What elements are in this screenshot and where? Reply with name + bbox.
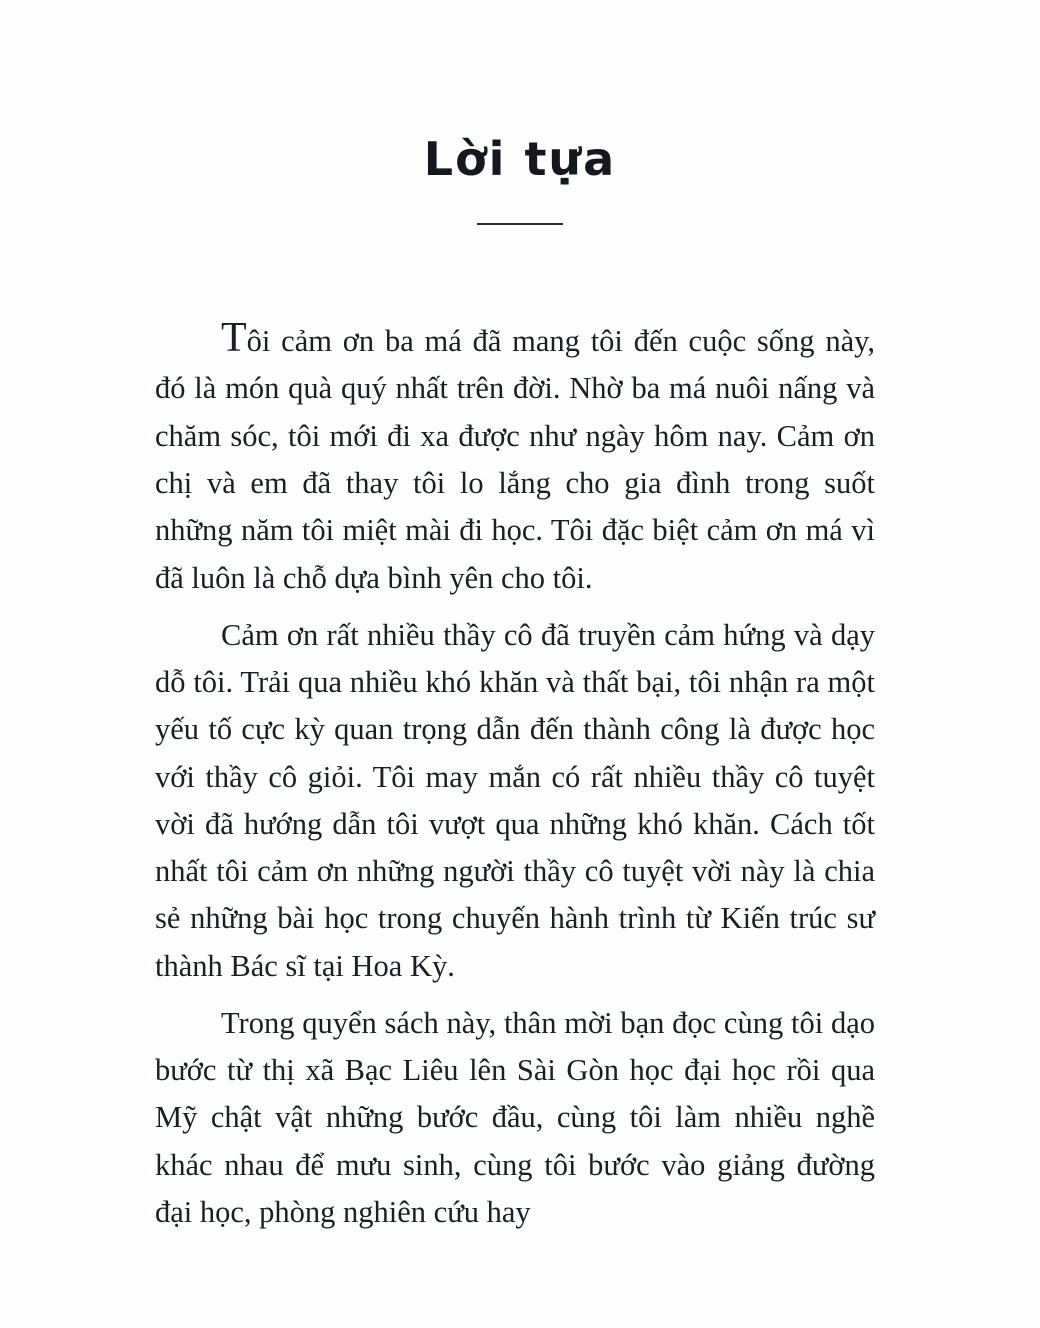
paragraph: Trong quyển sách này, thân mời bạn đọc cùng tôi dạo bước từ thị xã Bạc Liêu lên Sài Gòn học đại học rồi qua Mỹ chật vật những bước đầu, cùng tôi làm nhiều nghề khác nhau để mưu sinh, cùng tôi bước vào giảng đường đại học, phòng nghiên cứu hay (155, 1005, 875, 1229)
page-title: Lời tựa (423, 132, 617, 186)
paragraph: Cảm ơn rất nhiều thầy cô đã truyền cảm hứng và dạy dỗ tôi. Trải qua nhiều khó khăn và thất bại, tôi nhận ra một yếu tố cực kỳ quan trọng dẫn đến thành công là được học với thầy cô giỏi. Tôi may mắn có rất nhiều thầy cô tuyệt vời đã hướng dẫn tôi vượt qua những khó khăn. Cách tốt nhất tôi cảm ơn những người thầy cô tuyệt vời này là chia sẻ những bài học trong chuyến hành trình từ Kiến trúc sư thành Bác sĩ tại Hoa Kỳ. (155, 617, 875, 983)
title-divider-rule (477, 223, 563, 225)
paragraph: Tôi cảm ơn ba má đã mang tôi đến cuộc sống này, đó là món quà quý nhất trên đời. Nhờ ba má nuôi nấng và chăm sóc, tôi mới đi xa được như ngày hôm nay. Cảm ơn chị và em đã thay tôi lo lắng cho gia đình trong suốt những năm tôi miệt mài đi học. Tôi đặc biệt cảm ơn má vì đã luôn là chỗ dựa bình yên cho tôi. (155, 315, 875, 595)
body-text-block (155, 317, 875, 1236)
